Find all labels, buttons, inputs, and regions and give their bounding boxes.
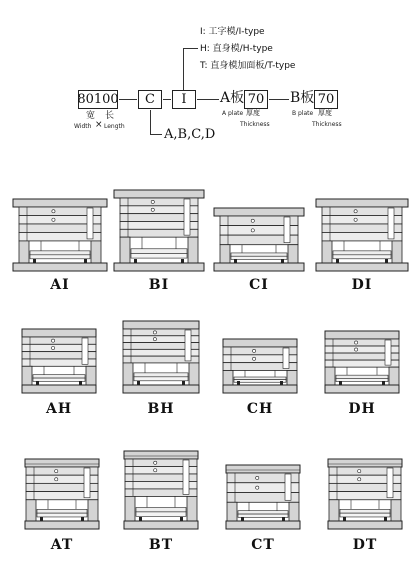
ejector-plate — [340, 509, 390, 513]
guide-bush — [252, 349, 255, 352]
spacer-block-left — [223, 370, 233, 385]
ejector-plate — [33, 375, 85, 378]
ejector-plate — [234, 377, 286, 380]
size-code-box: 80100 — [77, 92, 119, 107]
stop-pin — [234, 259, 237, 263]
b-thickness-label-en: Thickness — [312, 121, 342, 128]
top-clamp-plate — [13, 199, 107, 207]
series-connector-vertical — [150, 110, 151, 134]
spacer-block-left — [123, 363, 133, 385]
dash-2 — [163, 99, 171, 100]
top-clamp-plate — [316, 199, 408, 207]
ejector-retainer-plate — [231, 256, 287, 259]
length-label-en: Length — [104, 123, 125, 130]
guide-pillar — [387, 468, 393, 498]
type-option-h: H: 直身模/H-type — [200, 44, 273, 54]
bottom-clamp-plate — [124, 521, 198, 529]
mold-drawing-bt — [123, 450, 199, 530]
stop-pin — [182, 381, 185, 385]
spacer-block-right — [391, 500, 401, 521]
mold-drawing-ct — [225, 464, 301, 530]
mold-label-ai: AI — [50, 277, 70, 293]
spacer-block-left — [227, 502, 237, 521]
ejector-retainer-plate — [336, 378, 388, 381]
type-connector — [183, 48, 198, 49]
type-connector-vertical — [183, 48, 184, 90]
ejector-plate — [30, 251, 90, 255]
spacer-block-right — [86, 366, 96, 385]
stop-pin — [237, 381, 240, 385]
spacer-block-right — [187, 496, 197, 521]
stop-pin — [281, 259, 284, 263]
top-clamp-plate — [25, 459, 99, 467]
mold-drawing-di — [315, 198, 409, 272]
ejector-retainer-plate — [30, 255, 90, 259]
mold-drawing-bi — [113, 189, 205, 272]
guide-pillar — [285, 474, 291, 500]
guide-bush — [153, 338, 156, 341]
mold-label-at: AT — [50, 537, 74, 553]
guide-pillar — [87, 208, 93, 239]
stop-pin — [384, 517, 387, 521]
guide-pillar — [183, 460, 189, 494]
guide-bush — [154, 461, 157, 464]
guide-pillar — [284, 217, 290, 243]
a-plate-value-box: 70 — [244, 90, 268, 109]
stop-pin — [181, 259, 184, 263]
stop-pin — [81, 517, 84, 521]
spacer-block-right — [289, 502, 299, 521]
spacer-block-left — [19, 241, 29, 263]
guide-bush — [354, 210, 357, 213]
top-clamp-plate — [226, 465, 300, 473]
guide-pillar — [283, 348, 289, 368]
ejector-plate — [231, 253, 287, 256]
series-code-box: C — [138, 90, 162, 109]
mold-drawing-ch — [221, 338, 299, 394]
stop-pin — [134, 259, 137, 263]
spacer-block-right — [287, 370, 297, 385]
spacer-block-left — [322, 241, 332, 263]
ejector-plate — [131, 249, 187, 254]
top-clamp-plate — [22, 329, 96, 337]
ejector-plate — [37, 509, 87, 513]
top-clamp-plate — [325, 331, 399, 339]
stop-pin — [343, 517, 346, 521]
spacer-block-left — [26, 500, 36, 521]
stop-pin — [336, 259, 339, 263]
stop-pin — [79, 381, 82, 385]
guide-bush — [51, 346, 54, 349]
mold-label-dt: DT — [352, 537, 378, 553]
spacer-block-left — [220, 245, 230, 263]
ejector-retainer-plate — [131, 253, 187, 258]
guide-bush — [55, 478, 58, 481]
type-code-box: I — [172, 90, 196, 109]
stop-pin — [139, 517, 142, 521]
mold-drawing-dh — [323, 330, 401, 394]
guide-bush — [256, 486, 259, 489]
guide-bush — [154, 469, 157, 472]
spacer-block-right — [389, 367, 399, 385]
mold-drawing-dt — [327, 458, 403, 530]
mold-drawing-at — [24, 458, 100, 530]
mold-label-di: DI — [351, 277, 373, 293]
stop-pin — [40, 517, 43, 521]
ejector-plate — [333, 251, 391, 255]
stop-pin — [180, 517, 183, 521]
spacer-block-right — [189, 363, 199, 385]
ejector-retainer-plate — [238, 514, 288, 517]
b-plate-prefix: B板 — [290, 90, 315, 106]
spacer-block-right — [392, 241, 402, 263]
guide-bush — [358, 478, 361, 481]
ejector-plate — [136, 507, 186, 511]
guide-bush — [151, 200, 154, 203]
b-thickness-label-cn: 厚度 — [318, 109, 332, 117]
guide-pillar — [385, 340, 391, 365]
guide-bush — [251, 219, 254, 222]
stop-pin — [282, 517, 285, 521]
mold-drawing-bh — [121, 320, 201, 394]
spacer-block-right — [288, 245, 298, 263]
type-option-t: T: 直身模加面板/T-type — [200, 61, 296, 71]
top-clamp-plate — [124, 451, 198, 459]
bottom-clamp-plate — [316, 263, 408, 271]
guide-bush — [251, 229, 254, 232]
bottom-clamp-plate — [25, 521, 99, 529]
bottom-clamp-plate — [328, 521, 402, 529]
a-plate-label-en: A plate — [222, 110, 244, 117]
ejector-retainer-plate — [33, 378, 85, 381]
top-clamp-plate — [123, 321, 199, 329]
ejector-retainer-plate — [333, 255, 391, 259]
guide-pillar — [388, 208, 394, 239]
spacer-block-left — [120, 237, 130, 263]
stop-pin — [137, 381, 140, 385]
bottom-clamp-plate — [226, 521, 300, 529]
dash-4 — [269, 99, 289, 100]
type-option-i: I: 工字模/I-type — [200, 27, 265, 37]
length-label-cn: 长 — [105, 111, 115, 121]
guide-pillar — [82, 338, 88, 364]
stop-pin — [241, 517, 244, 521]
series-connector — [150, 134, 162, 135]
top-clamp-plate — [114, 190, 204, 198]
guide-bush — [52, 218, 55, 221]
top-clamp-plate — [214, 208, 304, 216]
dash-3 — [197, 99, 219, 100]
mold-label-bi: BI — [148, 277, 170, 293]
guide-bush — [358, 469, 361, 472]
stop-pin — [382, 381, 385, 385]
guide-bush — [151, 208, 154, 211]
mold-label-dh: DH — [348, 401, 376, 417]
b-plate-label-en: B plate — [292, 110, 314, 117]
bottom-clamp-plate — [325, 385, 399, 393]
bottom-clamp-plate — [214, 263, 304, 271]
mold-drawing-ah — [20, 328, 98, 394]
mold-label-bh: BH — [147, 401, 175, 417]
ejector-retainer-plate — [37, 513, 87, 517]
width-label-cn: 宽 — [86, 111, 96, 121]
guide-bush — [354, 341, 357, 344]
guide-bush — [52, 210, 55, 213]
spacer-block-left — [325, 367, 335, 385]
stop-pin — [84, 259, 87, 263]
bottom-clamp-plate — [123, 385, 199, 393]
guide-pillar — [185, 330, 191, 361]
bottom-clamp-plate — [13, 263, 107, 271]
guide-bush — [354, 348, 357, 351]
times-sign: × — [95, 120, 103, 130]
series-options: A,B,C,D — [164, 127, 216, 142]
ejector-plate — [336, 375, 388, 378]
mold-label-ci: CI — [249, 277, 269, 293]
stop-pin — [339, 381, 342, 385]
ejector-retainer-plate — [134, 377, 188, 381]
stop-pin — [385, 259, 388, 263]
ejector-plate — [134, 373, 188, 377]
stop-pin — [280, 381, 283, 385]
spacer-block-right — [88, 500, 98, 521]
spacer-block-left — [125, 496, 135, 521]
guide-pillar — [84, 468, 90, 498]
bottom-clamp-plate — [114, 263, 204, 271]
spacer-block-right — [188, 237, 198, 263]
guide-bush — [252, 357, 255, 360]
mold-drawing-ci — [213, 207, 305, 272]
spacer-block-left — [329, 500, 339, 521]
mold-label-ah: AH — [45, 401, 73, 417]
ejector-retainer-plate — [234, 380, 286, 383]
a-thickness-label-cn: 厚度 — [246, 109, 260, 117]
spacer-block-left — [22, 366, 32, 385]
guide-bush — [256, 476, 259, 479]
guide-bush — [153, 331, 156, 334]
mold-label-ch: CH — [246, 401, 274, 417]
ejector-retainer-plate — [136, 512, 186, 516]
guide-pillar — [184, 199, 190, 235]
mold-drawing-ai — [12, 198, 108, 272]
a-thickness-label-en: Thickness — [240, 121, 270, 128]
guide-bush — [51, 339, 54, 342]
b-plate-value-box: 70 — [314, 90, 338, 109]
mold-label-bt: BT — [148, 537, 174, 553]
guide-bush — [354, 218, 357, 221]
mold-label-ct: CT — [251, 537, 275, 553]
bottom-clamp-plate — [22, 385, 96, 393]
a-plate-prefix: A板 — [220, 90, 245, 106]
stop-pin — [33, 259, 36, 263]
guide-bush — [55, 469, 58, 472]
dash-1 — [119, 99, 137, 100]
top-clamp-plate — [223, 339, 297, 347]
width-label-en: Width — [74, 123, 92, 130]
ejector-plate — [238, 511, 288, 514]
ejector-retainer-plate — [340, 513, 390, 517]
stop-pin — [36, 381, 39, 385]
spacer-block-right — [91, 241, 101, 263]
bottom-clamp-plate — [223, 385, 297, 393]
top-clamp-plate — [328, 459, 402, 467]
